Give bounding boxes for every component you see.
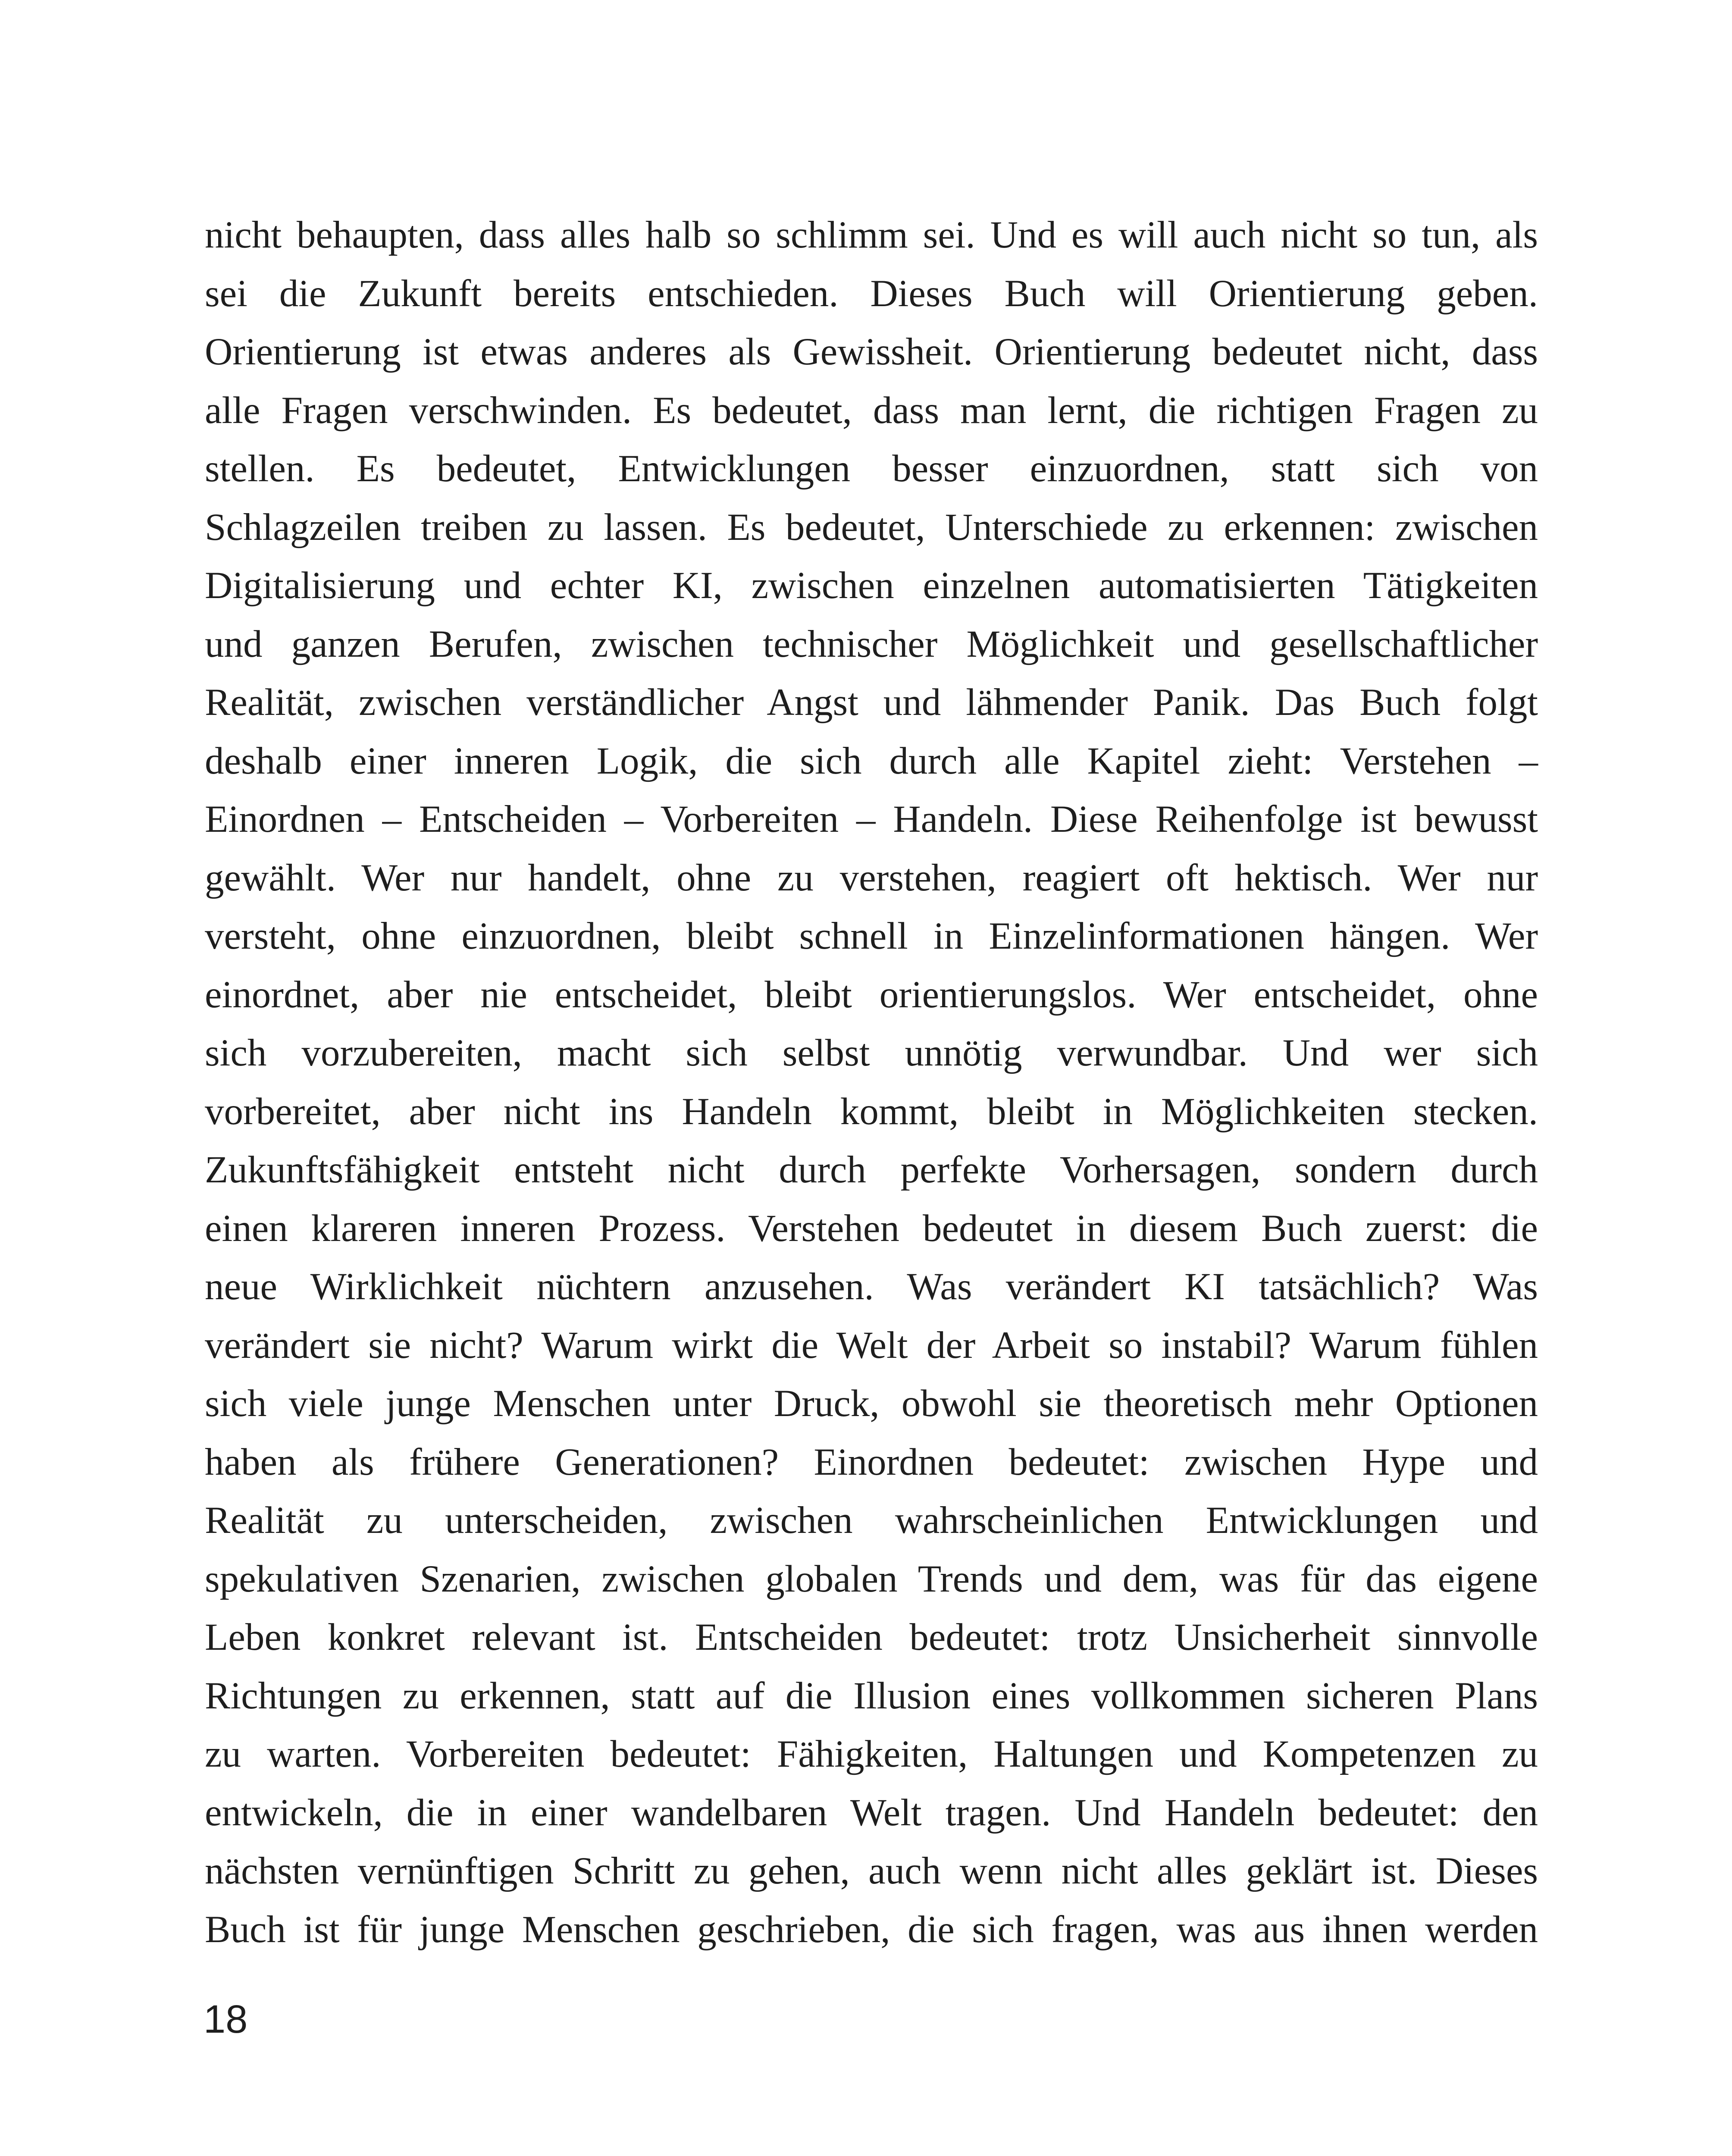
text-line: verändert sie nicht? Warum wirkt die Welt der Arbeit so instabil? Warum fühlen (205, 1324, 1538, 1366)
text-line: einordnet, aber nie entscheidet, bleibt orientierungslos. Wer entscheidet, ohne (205, 973, 1538, 1016)
text-line: vorbereitet, aber nicht ins Handeln kommt, bleibt in Möglichkeiten stecken. (205, 1090, 1538, 1133)
text-line: entwickeln, die in einer wandelbaren Welt tragen. Und Handeln bedeutet: den (205, 1791, 1538, 1834)
text-line: Buch ist für junge Menschen geschrieben, die sich fragen, was aus ihnen werden (205, 1908, 1538, 1951)
text-line: Richtungen zu erkennen, statt auf die Illusion eines vollkommen sicheren Plans (205, 1674, 1538, 1717)
page-number: 18 (204, 1997, 248, 2041)
text-line: Einordnen – Entscheiden – Vorbereiten – Handeln. Diese Reihenfolge ist bewusst (205, 798, 1538, 840)
text-line: spekulativen Szenarien, zwischen globalen Trends und dem, was für das eigene (205, 1557, 1538, 1600)
text-line: sich viele junge Menschen unter Druck, obwohl sie theoretisch mehr Optionen (205, 1382, 1538, 1425)
text-line: zu warten. Vorbereiten bedeutet: Fähigkeiten, Haltungen und Kompetenzen zu (205, 1733, 1538, 1775)
text-line: einen klareren inneren Prozess. Verstehen bedeutet in diesem Buch zuerst: die (205, 1207, 1538, 1250)
text-line: versteht, ohne einzuordnen, bleibt schnell in Einzelinformationen hängen. Wer (205, 915, 1538, 957)
text-line: nächsten vernünftigen Schritt zu gehen, auch wenn nicht alles geklärt ist. Dieses (205, 1850, 1538, 1892)
text-line: gewählt. Wer nur handelt, ohne zu verstehen, reagiert oft hektisch. Wer nur (205, 856, 1538, 899)
text-line: und ganzen Berufen, zwischen technischer Möglichkeit und gesellschaftlicher (205, 623, 1538, 665)
text-line: stellen. Es bedeutet, Entwicklungen besser einzuordnen, statt sich von (205, 448, 1538, 490)
text-line: nicht behaupten, dass alles halb so schlimm sei. Und es will auch nicht so tun, als (205, 214, 1538, 256)
text-line: Digitalisierung und echter KI, zwischen einzelnen automatisierten Tätigkeiten (205, 564, 1538, 607)
text-line: Orientierung ist etwas anderes als Gewissheit. Orientierung bedeutet nicht, dass (205, 331, 1538, 373)
text-line: neue Wirklichkeit nüchtern anzusehen. Was verändert KI tatsächlich? Was (205, 1266, 1538, 1308)
text-line: alle Fragen verschwinden. Es bedeutet, dass man lernt, die richtigen Fragen zu (205, 389, 1538, 432)
text-line: sei die Zukunft bereits entschieden. Dieses Buch will Orientierung geben. (205, 272, 1538, 315)
body-paragraph (205, 206, 1538, 1959)
text-line: sich vorzubereiten, macht sich selbst unnötig verwundbar. Und wer sich (205, 1032, 1538, 1074)
text-line: Realität, zwischen verständlicher Angst und lähmender Panik. Das Buch folgt (205, 681, 1538, 724)
text-line: Realität zu unterscheiden, zwischen wahrscheinlichen Entwicklungen und (205, 1499, 1538, 1542)
text-line: Zukunftsfähigkeit entsteht nicht durch perfekte Vorhersagen, sondern durch (205, 1149, 1538, 1191)
text-line: Leben konkret relevant ist. Entscheiden bedeutet: trotz Unsicherheit sinnvolle (205, 1616, 1538, 1658)
text-line: haben als frühere Generationen? Einordnen bedeutet: zwischen Hype und (205, 1441, 1538, 1483)
text-line: deshalb einer inneren Logik, die sich durch alle Kapitel zieht: Verstehen – (205, 740, 1538, 782)
text-line: Schlagzeilen treiben zu lassen. Es bedeutet, Unterschiede zu erkennen: zwischen (205, 506, 1538, 548)
